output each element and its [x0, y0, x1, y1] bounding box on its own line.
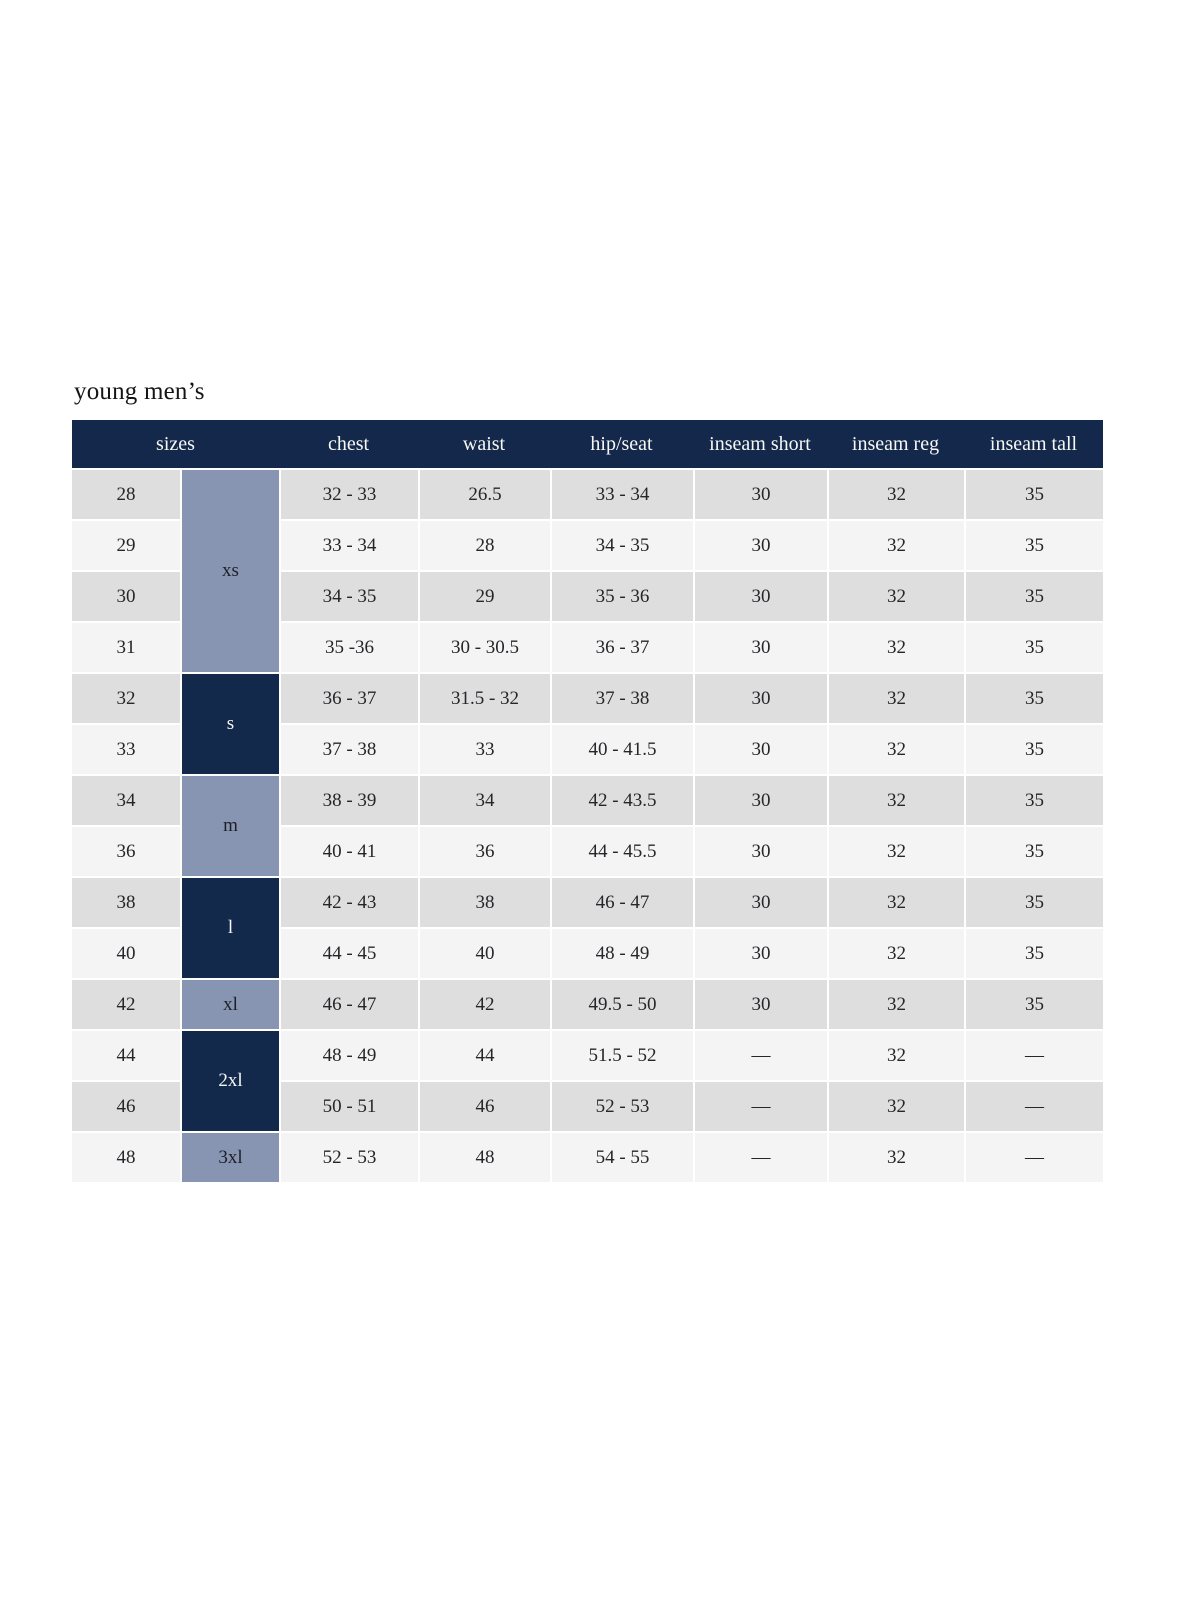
cell-size: 30	[72, 572, 180, 621]
cell-inseam-reg: 32	[829, 470, 964, 519]
size-group-l: l	[182, 878, 279, 978]
cell-hip-seat: 35 - 36	[552, 572, 693, 621]
cell-chest: 50 - 51	[281, 1082, 418, 1131]
cell-size: 31	[72, 623, 180, 672]
cell-inseam-short: —	[695, 1082, 827, 1131]
cell-inseam-short: 30	[695, 827, 827, 876]
cell-inseam-tall: —	[966, 1031, 1103, 1080]
cell-inseam-tall: 35	[966, 572, 1103, 621]
cell-inseam-reg: 32	[829, 827, 964, 876]
cell-inseam-short: 30	[695, 725, 827, 774]
cell-size: 46	[72, 1082, 180, 1131]
cell-chest: 33 - 34	[281, 521, 418, 570]
cell-chest: 52 - 53	[281, 1133, 418, 1182]
cell-size: 44	[72, 1031, 180, 1080]
cell-inseam-tall: 35	[966, 980, 1103, 1029]
cell-hip-seat: 42 - 43.5	[552, 776, 693, 825]
cell-inseam-short: 30	[695, 623, 827, 672]
cell-waist: 38	[420, 878, 550, 927]
cell-inseam-reg: 32	[829, 878, 964, 927]
cell-inseam-short: 30	[695, 929, 827, 978]
cell-hip-seat: 49.5 - 50	[552, 980, 693, 1029]
table-header	[72, 420, 1103, 468]
page-title: young men’s	[74, 378, 205, 405]
cell-hip-seat: 54 - 55	[552, 1133, 693, 1182]
cell-inseam-short: 30	[695, 674, 827, 723]
cell-size: 33	[72, 725, 180, 774]
column-header-inseam-reg: inseam reg	[851, 432, 940, 455]
cell-waist: 36	[420, 827, 550, 876]
cell-size: 40	[72, 929, 180, 978]
cell-hip-seat: 46 - 47	[552, 878, 693, 927]
cell-inseam-reg: 32	[829, 929, 964, 978]
cell-size: 48	[72, 1133, 180, 1182]
cell-hip-seat: 37 - 38	[552, 674, 693, 723]
cell-hip-seat: 44 - 45.5	[552, 827, 693, 876]
column-header-chest: chest	[327, 432, 370, 455]
cell-hip-seat: 48 - 49	[552, 929, 693, 978]
cell-inseam-reg: 32	[829, 1082, 964, 1131]
size-group-xl: xl	[182, 980, 279, 1029]
column-header-hip-seat: hip/seat	[590, 432, 653, 455]
cell-inseam-short: 30	[695, 980, 827, 1029]
size-chart-table	[72, 420, 1103, 1182]
cell-waist: 44	[420, 1031, 550, 1080]
cell-hip-seat: 33 - 34	[552, 470, 693, 519]
cell-waist: 31.5 - 32	[420, 674, 550, 723]
cell-chest: 44 - 45	[281, 929, 418, 978]
cell-inseam-tall: 35	[966, 725, 1103, 774]
cell-inseam-tall: 35	[966, 623, 1103, 672]
cell-inseam-short: 30	[695, 521, 827, 570]
cell-inseam-reg: 32	[829, 725, 964, 774]
cell-hip-seat: 34 - 35	[552, 521, 693, 570]
cell-inseam-short: —	[695, 1133, 827, 1182]
cell-waist: 30 - 30.5	[420, 623, 550, 672]
size-group-s: s	[182, 674, 279, 774]
cell-chest: 36 - 37	[281, 674, 418, 723]
cell-inseam-tall: 35	[966, 776, 1103, 825]
cell-inseam-tall: 35	[966, 521, 1103, 570]
cell-chest: 46 - 47	[281, 980, 418, 1029]
cell-inseam-reg: 32	[829, 776, 964, 825]
cell-chest: 35 -36	[281, 623, 418, 672]
cell-size: 42	[72, 980, 180, 1029]
size-group-xs: xs	[182, 470, 279, 672]
cell-inseam-reg: 32	[829, 623, 964, 672]
column-header-inseam-tall: inseam tall	[989, 432, 1078, 455]
cell-hip-seat: 51.5 - 52	[552, 1031, 693, 1080]
cell-inseam-reg: 32	[829, 674, 964, 723]
cell-inseam-reg: 32	[829, 980, 964, 1029]
cell-inseam-reg: 32	[829, 1031, 964, 1080]
cell-inseam-tall: 35	[966, 827, 1103, 876]
column-header-sizes: sizes	[156, 432, 195, 455]
column-header-waist: waist	[462, 432, 506, 455]
cell-inseam-short: 30	[695, 572, 827, 621]
cell-hip-seat: 52 - 53	[552, 1082, 693, 1131]
cell-size: 28	[72, 470, 180, 519]
table-body	[72, 470, 1103, 1182]
cell-waist: 42	[420, 980, 550, 1029]
cell-waist: 28	[420, 521, 550, 570]
cell-chest: 34 - 35	[281, 572, 418, 621]
cell-waist: 29	[420, 572, 550, 621]
cell-size: 36	[72, 827, 180, 876]
cell-inseam-short: 30	[695, 470, 827, 519]
cell-inseam-reg: 32	[829, 521, 964, 570]
cell-hip-seat: 40 - 41.5	[552, 725, 693, 774]
cell-size: 34	[72, 776, 180, 825]
size-group-m: m	[182, 776, 279, 876]
cell-inseam-tall: —	[966, 1082, 1103, 1131]
cell-inseam-reg: 32	[829, 1133, 964, 1182]
cell-inseam-short: 30	[695, 878, 827, 927]
cell-waist: 48	[420, 1133, 550, 1182]
cell-waist: 33	[420, 725, 550, 774]
cell-waist: 40	[420, 929, 550, 978]
cell-inseam-short: —	[695, 1031, 827, 1080]
cell-size: 29	[72, 521, 180, 570]
cell-chest: 38 - 39	[281, 776, 418, 825]
cell-hip-seat: 36 - 37	[552, 623, 693, 672]
cell-inseam-tall: 35	[966, 470, 1103, 519]
cell-waist: 46	[420, 1082, 550, 1131]
cell-inseam-tall: 35	[966, 929, 1103, 978]
cell-size: 32	[72, 674, 180, 723]
cell-inseam-tall: 35	[966, 878, 1103, 927]
size-group-2xl: 2xl	[182, 1031, 279, 1131]
cell-chest: 48 - 49	[281, 1031, 418, 1080]
cell-inseam-short: 30	[695, 776, 827, 825]
size-group-3xl: 3xl	[182, 1133, 279, 1182]
cell-chest: 37 - 38	[281, 725, 418, 774]
column-header-inseam-short: inseam short	[709, 432, 811, 455]
cell-chest: 42 - 43	[281, 878, 418, 927]
cell-chest: 40 - 41	[281, 827, 418, 876]
cell-waist: 26.5	[420, 470, 550, 519]
cell-inseam-tall: —	[966, 1133, 1103, 1182]
cell-inseam-tall: 35	[966, 674, 1103, 723]
cell-chest: 32 - 33	[281, 470, 418, 519]
cell-size: 38	[72, 878, 180, 927]
cell-waist: 34	[420, 776, 550, 825]
cell-inseam-reg: 32	[829, 572, 964, 621]
